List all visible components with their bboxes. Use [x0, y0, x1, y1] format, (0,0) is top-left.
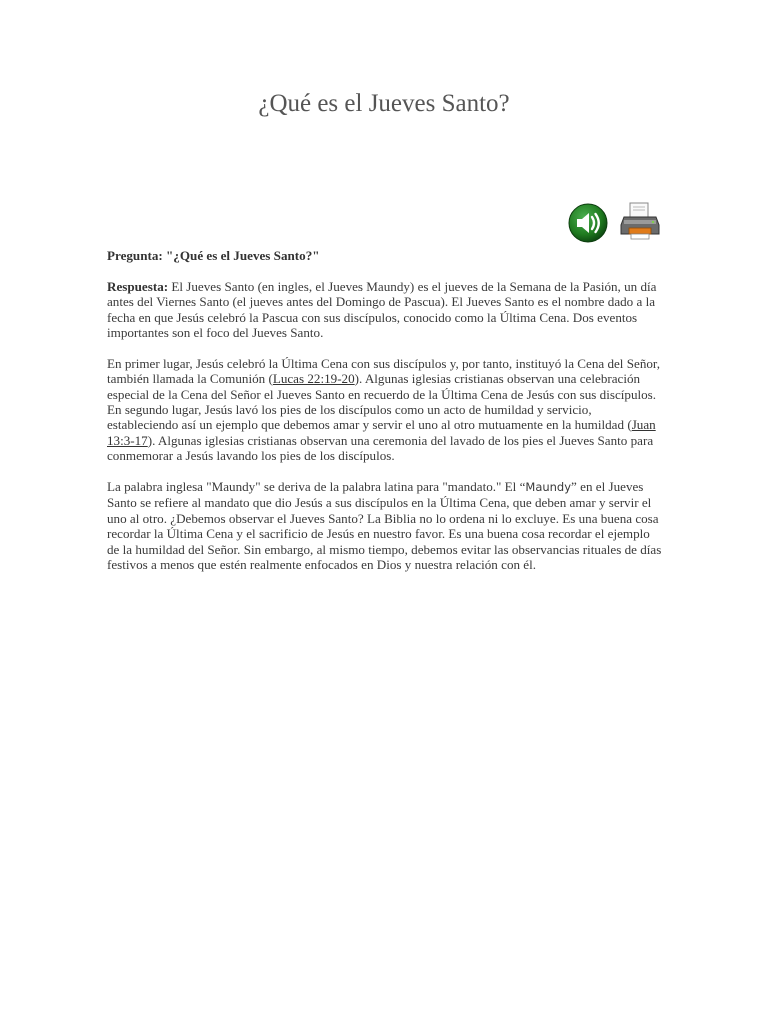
print-button[interactable]	[619, 200, 661, 242]
audio-button[interactable]	[567, 202, 609, 244]
speaker-icon	[567, 202, 609, 244]
answer-paragraph-3	[107, 479, 663, 572]
question-paragraph	[107, 248, 663, 263]
answer-text-3b: ” en el Jueves Santo se refiere al mandato que dio Jesús a sus discípulos en la Última Cena, que deben amar y servir el uno al otro. ¿Debemos observar el Jueves Santo? La Biblia no lo ordena ni lo excluye. Es una buena cosa recordar la Última Cena y el sacrificio de Jesús en nuestro favor. Es una buena cosa recordar el ejemplo de la humildad del Señor. Sin embargo, al mismo tiempo, debemos evitar las observancias rituales de días festivos a menos que estén realmente enfocados en Dios y nuestra relación con él.	[107, 479, 662, 573]
scripture-link-juan[interactable]: Juan 13:3-17	[107, 417, 656, 448]
scripture-link-lucas[interactable]: Lucas 22:19-20	[272, 371, 355, 387]
answer-paragraph-2	[107, 356, 663, 464]
printer-icon	[619, 200, 661, 242]
answer-text-3a: La palabra inglesa "Maundy" se deriva de la palabra latina para "mandato." El “	[107, 479, 526, 495]
answer-text-1: El Jueves Santo (en ingles, el Jueves Maundy) es el jueves de la Semana de la Pasión, un día antes del Viernes Santo (el jueves antes del Domingo de Pascua). El Jueves Santo es el nombre dado a la fecha en que Jesús celebró la Pascua con sus discípulos, conocido como la Última Cena. Dos eventos importantes son el foco del Jueves Santo.	[107, 278, 657, 341]
question-label: Pregunta: "¿Qué es el Jueves Santo?"	[107, 248, 320, 263]
page-title: ¿Qué es el Jueves Santo?	[258, 90, 510, 117]
answer-label: Respuesta:	[107, 278, 169, 294]
answer-text-2b: ). Algunas iglesias cristianas observan una celebración especial de la Cena del Señor el Jueves Santo en recuerdo de la Última Cena de Jesús con sus discípulos. En segundo lugar, Jesús lavó los pies de los discípulos como un acto de humildad y servicio, estableciendo así un ejemplo que debemos amar y servir el uno al otro mutuamente en la humildad (	[107, 371, 657, 433]
answer-text-2c: ). Algunas iglesias cristianas observan una ceremonia del lavado de los pies el Jueves Santo para conmemorar a Jesús lavando los pies de los discípulos.	[107, 432, 654, 464]
article-body	[107, 248, 663, 588]
answer-text-2a: En primer lugar, Jesús celebró la Última Cena con sus discípulos y, por tanto, instituyó la Cena del Señor, también llamada la Comunión (	[107, 355, 661, 387]
answer-paragraph-1	[107, 279, 663, 341]
maundy-word: Maundy	[525, 480, 572, 495]
